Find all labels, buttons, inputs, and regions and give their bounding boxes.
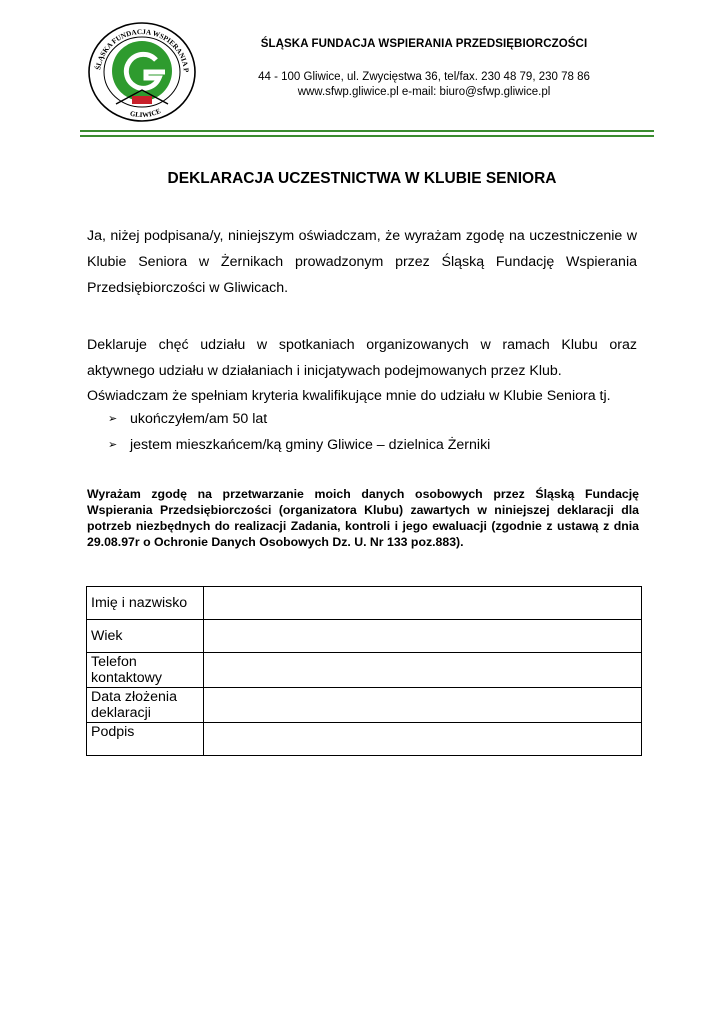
arrow-bullet-icon: ➢	[108, 413, 118, 425]
logo-red-band	[132, 96, 152, 104]
declaration-paragraph: Ja, niżej podpisana/y, niniejszym oświadczam, że wyrażam zgodę na uczestniczenie w Klubie Seniora w Żernikach prowadzonym przez Śląską Fundację Wspierania Przedsiębiorczości w Gliwicach.	[87, 228, 637, 296]
personal-data-form	[86, 586, 642, 756]
foundation-logo-seal	[86, 20, 198, 124]
form-label: Imię i nazwisko	[87, 587, 204, 620]
foundation-logo	[86, 20, 198, 124]
svg-text:ŚLĄSKA FUNDACJA WSPIERANIA PRZ: ŚLĄSKA FUNDACJA WSPIERANIA P	[94, 27, 191, 73]
criteria-list	[108, 406, 490, 458]
organization-address: 44 - 100 Gliwice, ul. Zwycięstwa 36, tel/fax. 230 48 79, 230 78 86	[258, 71, 590, 83]
criteria-item	[108, 406, 490, 432]
form-row-age	[87, 620, 642, 653]
form-row-name	[87, 587, 642, 620]
criteria-item	[108, 432, 490, 458]
data-processing-consent: Wyrażam zgodę na przetwarzanie moich danych osobowych przez Śląską Fundację Wspierania Przedsiębiorczości (organizatora Klubu) zawartych w niniejszej deklaracji dla potrzeb niezbędnych do realizacji Zadania, kontroli i jego ewaluacji (zgodnie z ustawą z dnia 29.08.97r o Ochronie Danych Osobowych Dz. U. Nr 133 poz.883).	[87, 487, 639, 549]
organization-contact: www.sfwp.gliwice.pl e-mail: biuro@sfwp.gliwice.pl	[297, 86, 551, 98]
form-label: Data złożenia deklaracji	[87, 688, 204, 723]
signature-field[interactable]	[204, 723, 642, 756]
header-divider-bottom	[80, 135, 654, 137]
organization-name: ŚLĄSKA FUNDACJA WSPIERANIA PRZEDSIĘBIORCZOŚCI	[260, 38, 588, 50]
criteria-item-text: ukończyłem/am 50 lat	[130, 411, 268, 427]
name-field[interactable]	[204, 587, 642, 620]
arrow-bullet-icon: ➢	[108, 439, 118, 451]
form-row-date	[87, 688, 642, 723]
header-divider-top	[80, 130, 654, 132]
form-label: Podpis	[87, 723, 204, 756]
participation-paragraph: Deklaruje chęć udziału w spotkaniach organizowanych w ramach Klubu oraz aktywnego udziału w działaniach i inicjatywach podejmowanych przez Klub.	[87, 337, 637, 379]
age-field[interactable]	[204, 620, 642, 653]
criteria-intro: Oświadczam że spełniam kryteria kwalifikujące mnie do udziału w Klubie Seniora tj.	[87, 388, 611, 404]
form-label: Telefon kontaktowy	[87, 653, 204, 688]
svg-text:GLIWICE: GLIWICE	[129, 107, 163, 120]
criteria-item-text: jestem mieszkańcem/ką gminy Gliwice – dzielnica Żerniki	[130, 437, 491, 453]
form-row-signature	[87, 723, 642, 756]
form-row-phone	[87, 653, 642, 688]
date-field[interactable]	[204, 688, 642, 723]
form-label: Wiek	[87, 620, 204, 653]
phone-field[interactable]	[204, 653, 642, 688]
document-title: DEKLARACJA UCZESTNICTWA W KLUBIE SENIORA	[167, 170, 557, 187]
